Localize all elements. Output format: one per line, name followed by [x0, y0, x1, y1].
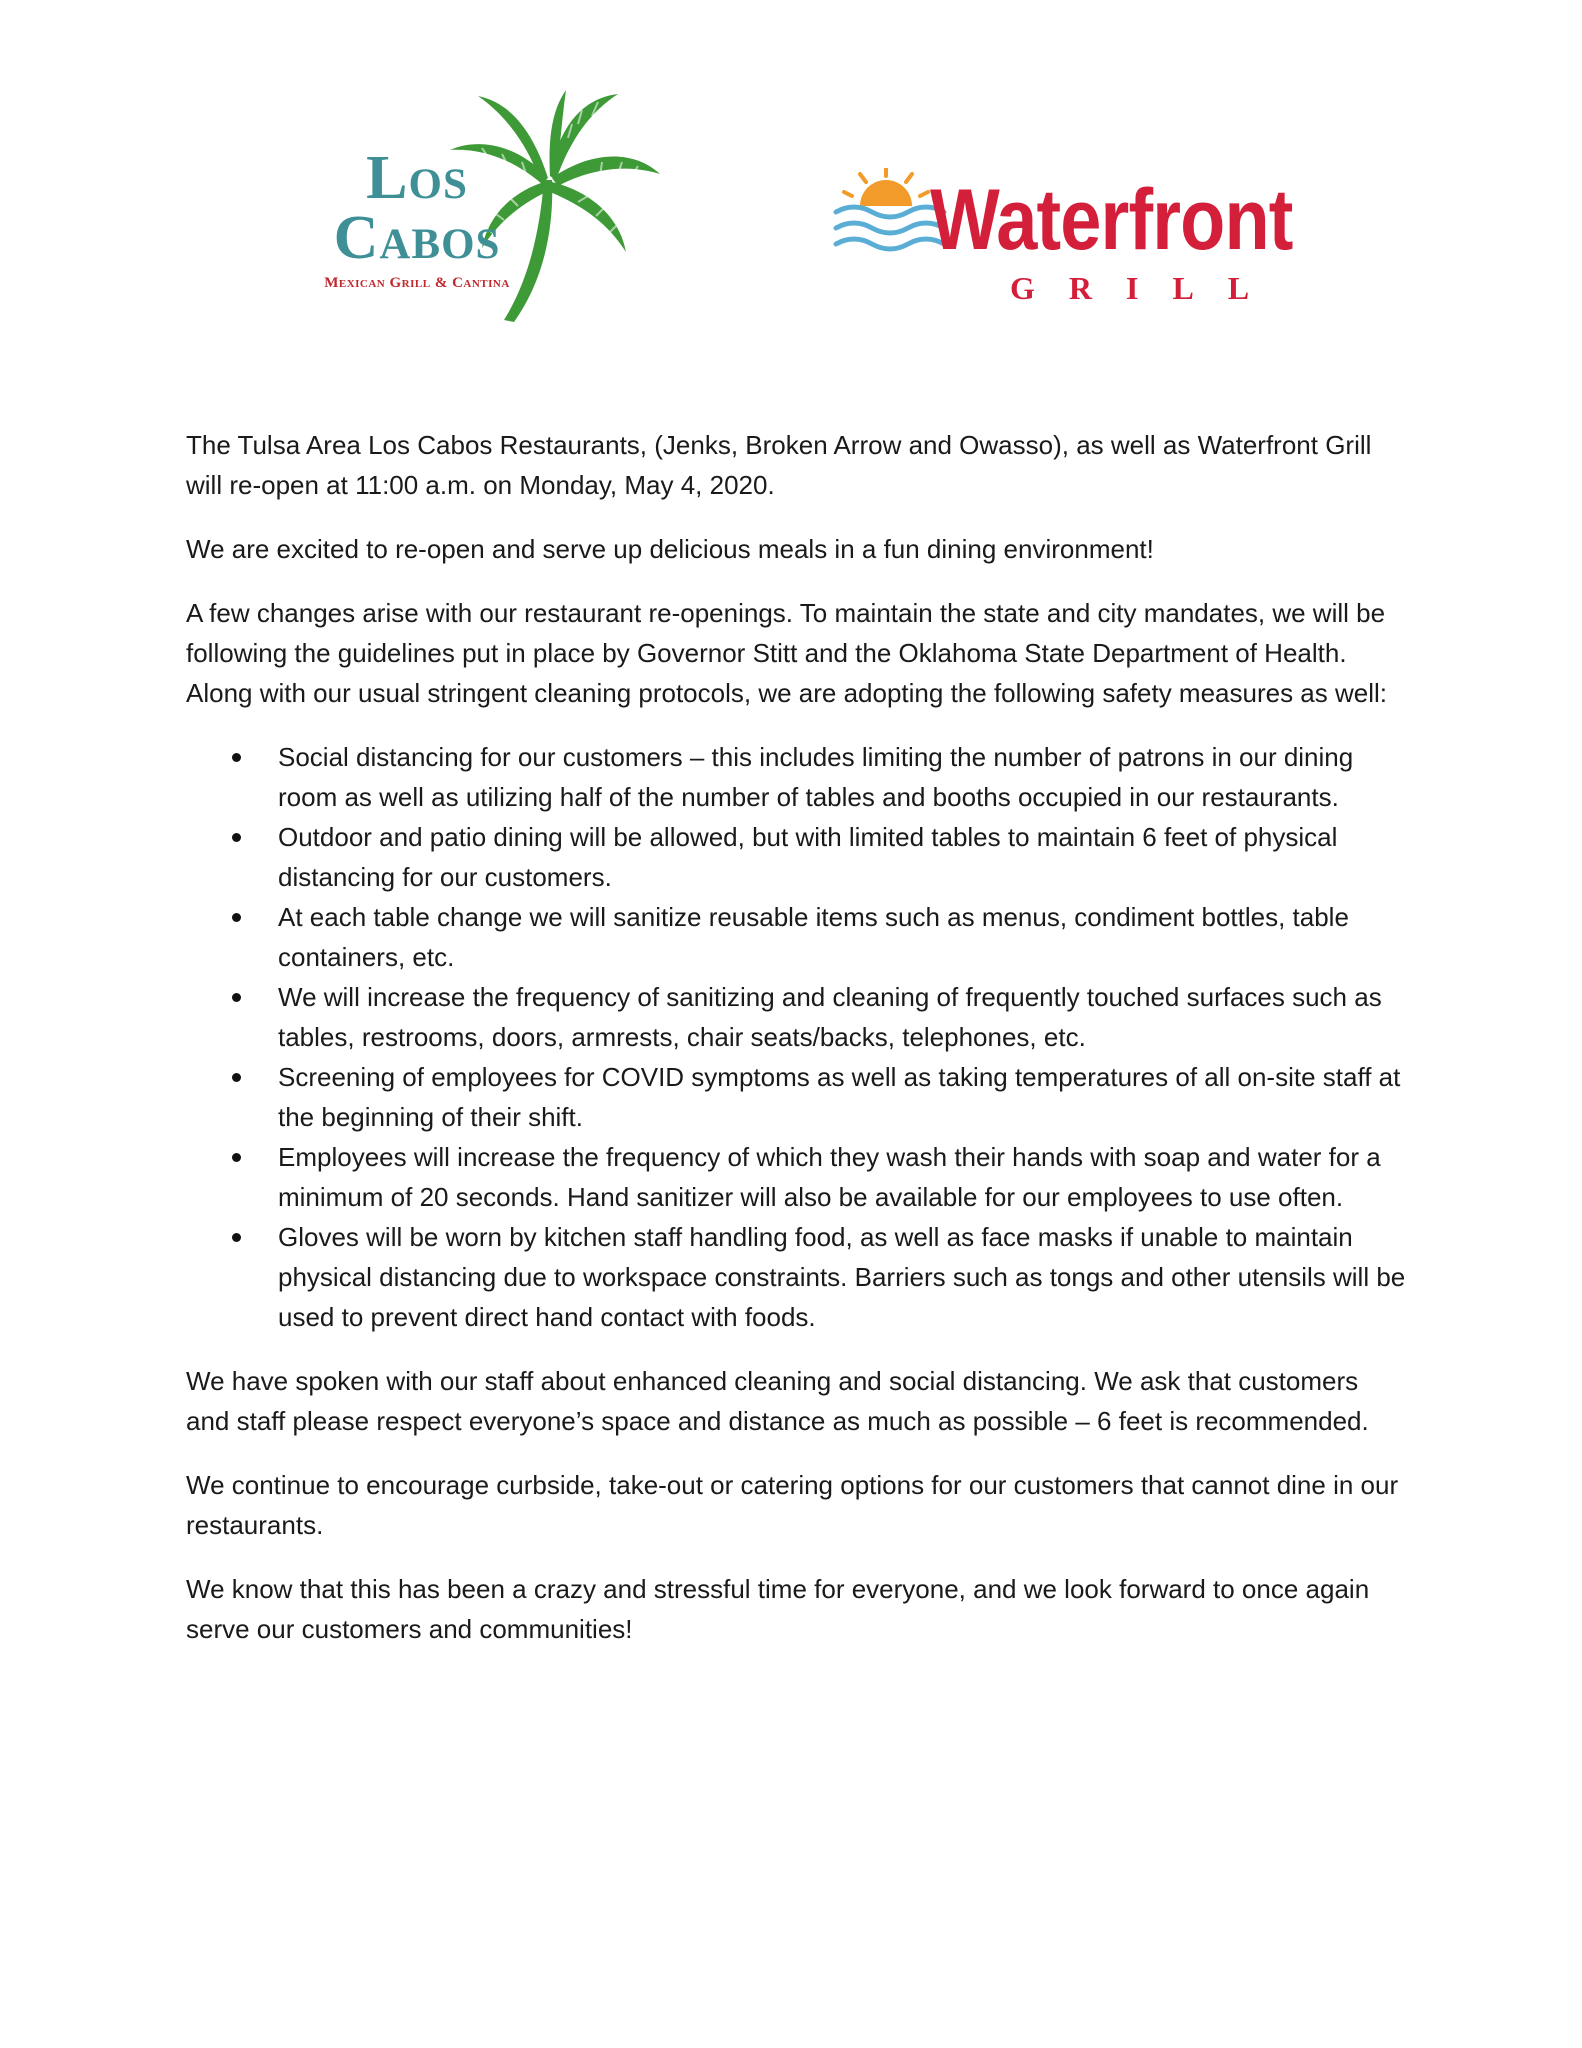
waterfront-wordmark: Waterfront [930, 172, 1293, 268]
list-item [186, 817, 1406, 897]
letter-body [186, 425, 1406, 1673]
safety-measures-list [186, 737, 1406, 1337]
los-cabos-line2: Cabos [333, 204, 501, 272]
list-item [186, 977, 1406, 1057]
bullet-icon [232, 833, 241, 842]
bullet-icon [232, 753, 241, 762]
closing-paragraph: We know that this has been a crazy and stressful time for everyone, and we look forward to once again serve our customers and communities! [186, 1574, 1370, 1644]
list-item-text: Employees will increase the frequency of which they wash their hands with soap and water for a minimum of 20 seconds. Hand sanitizer will also be available for our employees to use often. [278, 1142, 1381, 1212]
list-item [186, 737, 1406, 817]
list-item-text: We will increase the frequency of sanitizing and cleaning of frequently touched surfaces such as tables, restrooms, doors, armrests, chair seats/backs, telephones, etc. [278, 982, 1382, 1052]
curbside-paragraph: We continue to encourage curbside, take-out or catering options for our customers that cannot dine in our restaurants. [186, 1470, 1399, 1540]
waves-icon [836, 207, 944, 249]
los-cabos-line1: Los [366, 144, 468, 212]
excited-paragraph: We are excited to re-open and serve up delicious meals in a fun dining environment! [186, 534, 1154, 564]
list-item-text: Social distancing for our customers – this includes limiting the number of patrons in our dining room as well as utilizing half of the number of tables and booths occupied in our restaurants. [278, 742, 1354, 812]
intro-paragraph: The Tulsa Area Los Cabos Restaurants, (Jenks, Broken Arrow and Owasso), as well as Waterfront Grill will re-open at 11:00 a.m. on Monday, May 4, 2020. [186, 430, 1372, 500]
list-item [186, 1137, 1406, 1217]
list-item-text: At each table change we will sanitize reusable items such as menus, condiment bottles, table containers, etc. [278, 902, 1349, 972]
bullet-icon [232, 993, 241, 1002]
bullet-icon [232, 1073, 241, 1082]
los-cabos-tagline: Mexican Grill & Cantina [324, 275, 510, 291]
list-item [186, 1057, 1406, 1137]
bullet-icon [232, 1233, 241, 1242]
bullet-icon [232, 913, 241, 922]
los-cabos-wordmark [282, 144, 552, 294]
changes-paragraph: A few changes arise with our restaurant re-openings. To maintain the state and city mandates, we will be following the guidelines put in place by Governor Stitt and the Oklahoma State Department of Health. Along with our usual stringent cleaning protocols, we are adopting the following safety measures as well: [186, 598, 1388, 708]
list-item-text: Gloves will be worn by kitchen staff handling food, as well as face masks if unable to maintain physical distancing due to workspace constraints. Barriers such as tongs and other utensils will be used to prevent direct hand contact with foods. [278, 1222, 1406, 1332]
sun-icon [844, 168, 928, 206]
waterfront-subtitle: GRILL [1010, 270, 1284, 306]
bullet-icon [232, 1153, 241, 1162]
list-item [186, 1217, 1406, 1337]
staff-paragraph: We have spoken with our staff about enhanced cleaning and social distancing. We ask that customers and staff please respect everyone’s space and distance as much as possible – 6 feet is recommended. [186, 1366, 1369, 1436]
list-item [186, 897, 1406, 977]
list-item-text: Screening of employees for COVID symptoms as well as taking temperatures of all on-site staff at the beginning of their shift. [278, 1062, 1401, 1132]
list-item-text: Outdoor and patio dining will be allowed, but with limited tables to maintain 6 feet of physical distancing for our customers. [278, 822, 1338, 892]
